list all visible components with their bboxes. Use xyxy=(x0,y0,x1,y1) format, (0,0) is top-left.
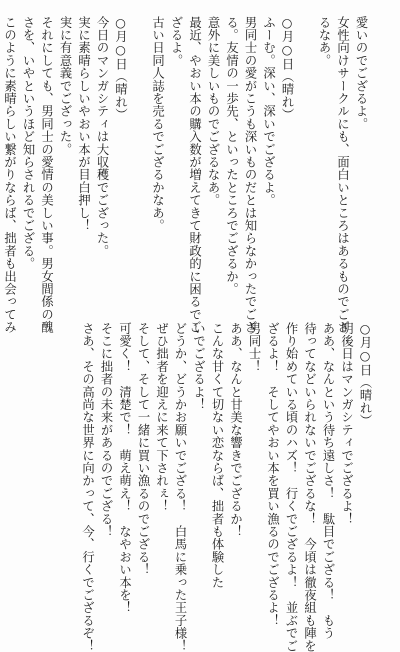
text-line: 実に素晴らしいやおい本が目白押し！ xyxy=(76,16,91,232)
text-line: ああ、なんという待ち遠しさ！ 駄目でござる！ もう xyxy=(321,322,335,640)
text-line: それにしても、男同士の愛情の美しい事。男女間係の醜 xyxy=(39,16,54,334)
text-line: 古い日同人誌を売るでござるかなあ。 xyxy=(150,16,165,232)
text-line: 作り始めている頃のハズ！ 行くでござるよ！ 並ぶでご xyxy=(284,322,298,652)
text-line: ○月○日（晴れ） xyxy=(280,16,294,121)
text-line: さを、いやというほど知らされるでござる。 xyxy=(21,16,35,270)
text-line: そこに拙者の未来があるのでござる！ xyxy=(99,322,113,538)
text-line: 実に有意義でござった。 xyxy=(58,16,72,156)
text-line: どうか、どうかお願いでござる！ 白馬に乗った王子様！ xyxy=(173,322,187,652)
text-line: さあ、その高尚な世界に向かって、今、行くでござるぞ！ xyxy=(80,322,95,652)
text-line: ざるよ。 xyxy=(169,16,183,67)
text-line: 愛いのでござるよ。 xyxy=(354,16,368,131)
text-line xyxy=(296,16,315,292)
text-line: 可愛く！ 清楚で！ 萌え萌え！ なやおい本を！ xyxy=(117,322,132,615)
text-line: 男同士の愛がこうも深いものだとは知らなかったでござ xyxy=(243,16,257,334)
text-line: 今日のマンガシティは大収穫でござった。 xyxy=(95,16,109,258)
text-line: 男同士！ xyxy=(247,322,261,373)
text-line: 待ってなどいられないでござるな！ 今頃は徹夜組も陣を xyxy=(302,322,317,652)
text-line: このように素晴らしい繋がりならば、拙者も出会ってみ xyxy=(2,16,17,334)
text-line: ○月○日（晴れ） xyxy=(113,16,128,121)
text-line: ○月○日（晴れ） xyxy=(358,322,372,427)
text-line: ああ、なんと甘美な響きでござるか！ xyxy=(228,322,243,538)
text-line: ふーむ。深い、深いでござるよ。 xyxy=(261,16,276,207)
text-line: 女性向けサークルにも、面白いところはあるものでござ xyxy=(335,16,350,334)
text-line: ぜひ拙者を迎えに来て下されぇ！ xyxy=(154,322,169,513)
text-line: 明後日はマンガシティでござるよ！ xyxy=(339,322,354,526)
text-line: る。友情の一歩先、といったところでござるか。 xyxy=(224,16,239,296)
diary-bottom-section xyxy=(78,322,374,652)
text-line: ざるよ！ そしてやおい本を買い漁るのでござるよ！ xyxy=(265,322,280,627)
text-line: 意外に美しいものでござるなあ。 xyxy=(206,16,220,207)
text-line xyxy=(130,16,149,292)
text-line: そして、そして一緒に買い漁るのでござる！ xyxy=(136,322,150,576)
text-line: るなあ。 xyxy=(317,16,331,67)
text-line: こんな甘くて切ない恋ならば、拙者も体験した xyxy=(210,322,224,589)
text-line: いでござるよ！ xyxy=(191,322,206,411)
text-line: 最近、やおい本の購入数が増えてきて財政的に困るでご xyxy=(187,16,202,334)
diary-top-section xyxy=(0,16,370,334)
